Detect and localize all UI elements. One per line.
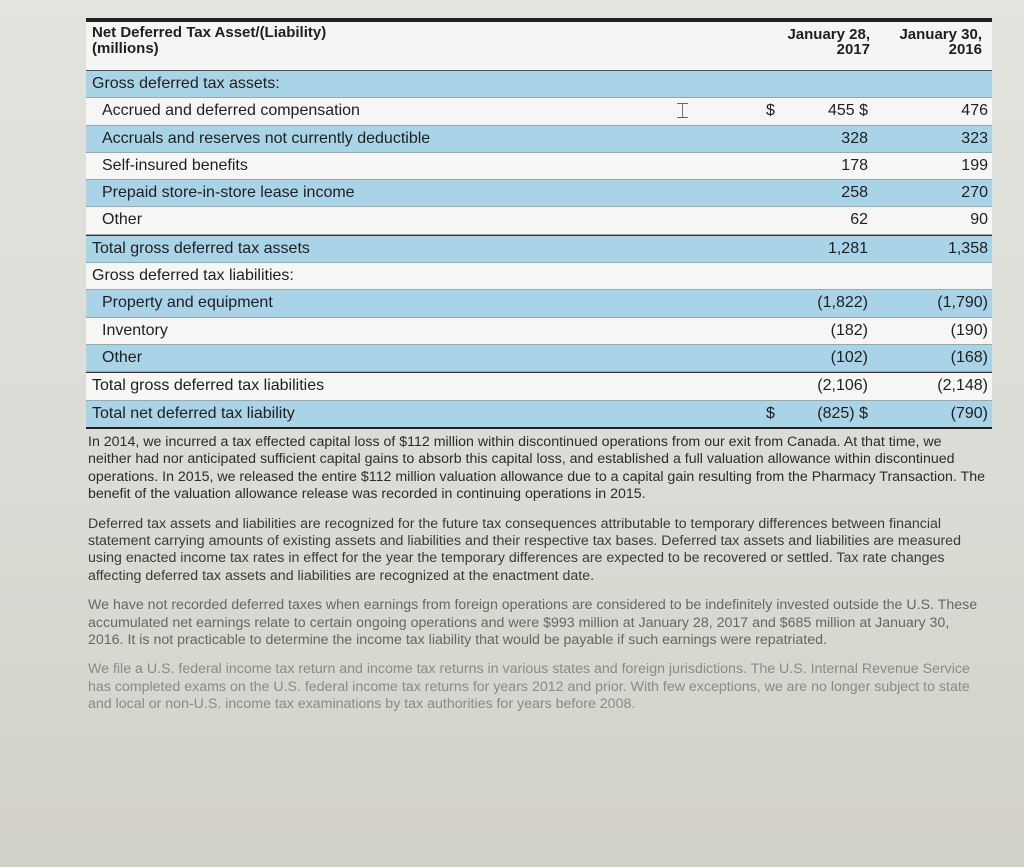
- table-row: [86, 126, 992, 153]
- table-title: [92, 25, 326, 57]
- value-2016: 270: [961, 184, 988, 202]
- column-header-2016: [882, 27, 982, 57]
- row-label: Self-insured benefits: [102, 156, 248, 174]
- value-2016: (168): [950, 348, 988, 366]
- row-label: Total gross deferred tax liabilities: [92, 377, 325, 395]
- value-2017-number: (825): [817, 404, 855, 422]
- value-2016: (790): [950, 404, 988, 422]
- dollar-sign-2016: $: [859, 404, 868, 422]
- value-2017: (102): [830, 348, 868, 366]
- table-row: [86, 318, 992, 345]
- table-row: [86, 153, 992, 180]
- table-row: [86, 263, 992, 290]
- value-2016: (190): [950, 321, 988, 339]
- value-2017: 1,281: [827, 239, 868, 257]
- deferred-tax-table: [86, 18, 992, 429]
- table-header: [86, 22, 992, 71]
- table-row: [86, 71, 992, 98]
- dollar-sign-2017: $: [766, 404, 775, 422]
- value-2016: (1,790): [937, 294, 988, 312]
- value-2017: (182): [830, 321, 868, 339]
- row-label: Accrued and deferred compensation: [102, 102, 360, 120]
- paragraph-foreign-earnings: We have not recorded deferred taxes when earnings from foreign operations are considered to be indefinitely invested outside the U.S. These accumulated net earnings relate to certain ongoing operations and were $993 million at January 28, 2017 and $685 million at January 30, 2016. It is not practicable to determine the income tax liability that would be payable if such earnings were repatriated.: [88, 597, 978, 649]
- value-2017: 178: [841, 156, 868, 174]
- column-header-2017-line2: 2017: [836, 41, 870, 58]
- row-label: Inventory: [102, 321, 168, 339]
- value-2017: (2,106): [817, 377, 868, 395]
- column-header-2016-line2: 2016: [948, 41, 982, 58]
- table-row: [86, 345, 992, 372]
- table-row: [86, 98, 992, 125]
- paragraph-deferred-tax-recognition: Deferred tax assets and liabilities are recognized for the future tax consequences attributable to temporary differences between financial statement carrying amounts of existing assets and liabilities and their respective tax bases. Deferred tax assets and liabilities are measured using enacted income tax rates in effect for the year the temporary differences are expected to be recovered or settled. Tax rate changes affecting deferred tax assets and liabilities are recognized at the enactment date.: [88, 515, 961, 584]
- table-row: [86, 290, 992, 317]
- table-row: [86, 180, 992, 207]
- column-header-2017: [770, 27, 870, 57]
- value-2016: (2,148): [937, 377, 988, 395]
- value-2017: [817, 401, 868, 427]
- text-cursor-icon: ⌶: [676, 98, 690, 124]
- column-header-2016-line1: January 30,: [899, 26, 982, 43]
- paragraph-canada-capital-loss: In 2014, we incurred a tax effected capital loss of $112 million within discontinued operations from our exit from Canada. At that time, we neither had nor anticipated sufficient capital gains to absorb this capital loss, and established a full valuation allowance within discontinued operations. In 2015, we released the entire $112 million valuation allowance due to a capital gain resulting from the Pharmacy Transaction. The benefit of the valuation allowance release was recorded in continuing operations in 2015.: [88, 434, 985, 503]
- row-label: Total net deferred tax liability: [92, 404, 295, 422]
- table-title-line2: (millions): [92, 40, 159, 57]
- table-row-grand-total: [86, 401, 992, 429]
- value-2017: 258: [841, 184, 868, 202]
- value-2017: (1,822): [817, 294, 868, 312]
- column-header-2017-line1: January 28,: [787, 26, 870, 43]
- row-label: Other: [102, 348, 143, 366]
- value-2016: 476: [961, 102, 988, 120]
- body-text: [88, 434, 988, 726]
- row-label: Total gross deferred tax assets: [92, 239, 310, 257]
- value-2017-number: 455: [827, 102, 855, 120]
- paragraph-tax-returns: We file a U.S. federal income tax return and income tax returns in various states and foreign jurisdictions. The U.S. Internal Revenue Service has completed exams on the U.S. federal income tax returns for years 2012 and prior. With few exceptions, we are no longer subject to state and local or non-U.S. income tax examinations by tax authorities for years before 2008.: [88, 661, 970, 713]
- dollar-sign-2017: $: [766, 102, 775, 120]
- value-2017: [828, 98, 868, 124]
- row-label: Gross deferred tax assets:: [92, 75, 280, 92]
- row-label: Property and equipment: [102, 294, 273, 312]
- table-row: [86, 207, 992, 234]
- value-2016: 90: [970, 211, 988, 229]
- row-label: Other: [102, 211, 143, 229]
- row-label: Gross deferred tax liabilities:: [92, 267, 294, 285]
- table-title-line1: Net Deferred Tax Asset/(Liability): [92, 24, 327, 41]
- row-label: Accruals and reserves not currently deductible: [102, 129, 431, 147]
- dollar-sign-2016: $: [859, 102, 868, 120]
- value-2017: 328: [841, 129, 868, 147]
- row-label: Prepaid store-in-store lease income: [102, 184, 355, 202]
- value-2016: 199: [961, 156, 988, 174]
- table-row-total: [86, 372, 992, 400]
- value-2016: 323: [961, 129, 988, 147]
- value-2017: 62: [850, 211, 868, 229]
- table-row-total: [86, 235, 992, 263]
- value-2016: 1,358: [947, 239, 988, 257]
